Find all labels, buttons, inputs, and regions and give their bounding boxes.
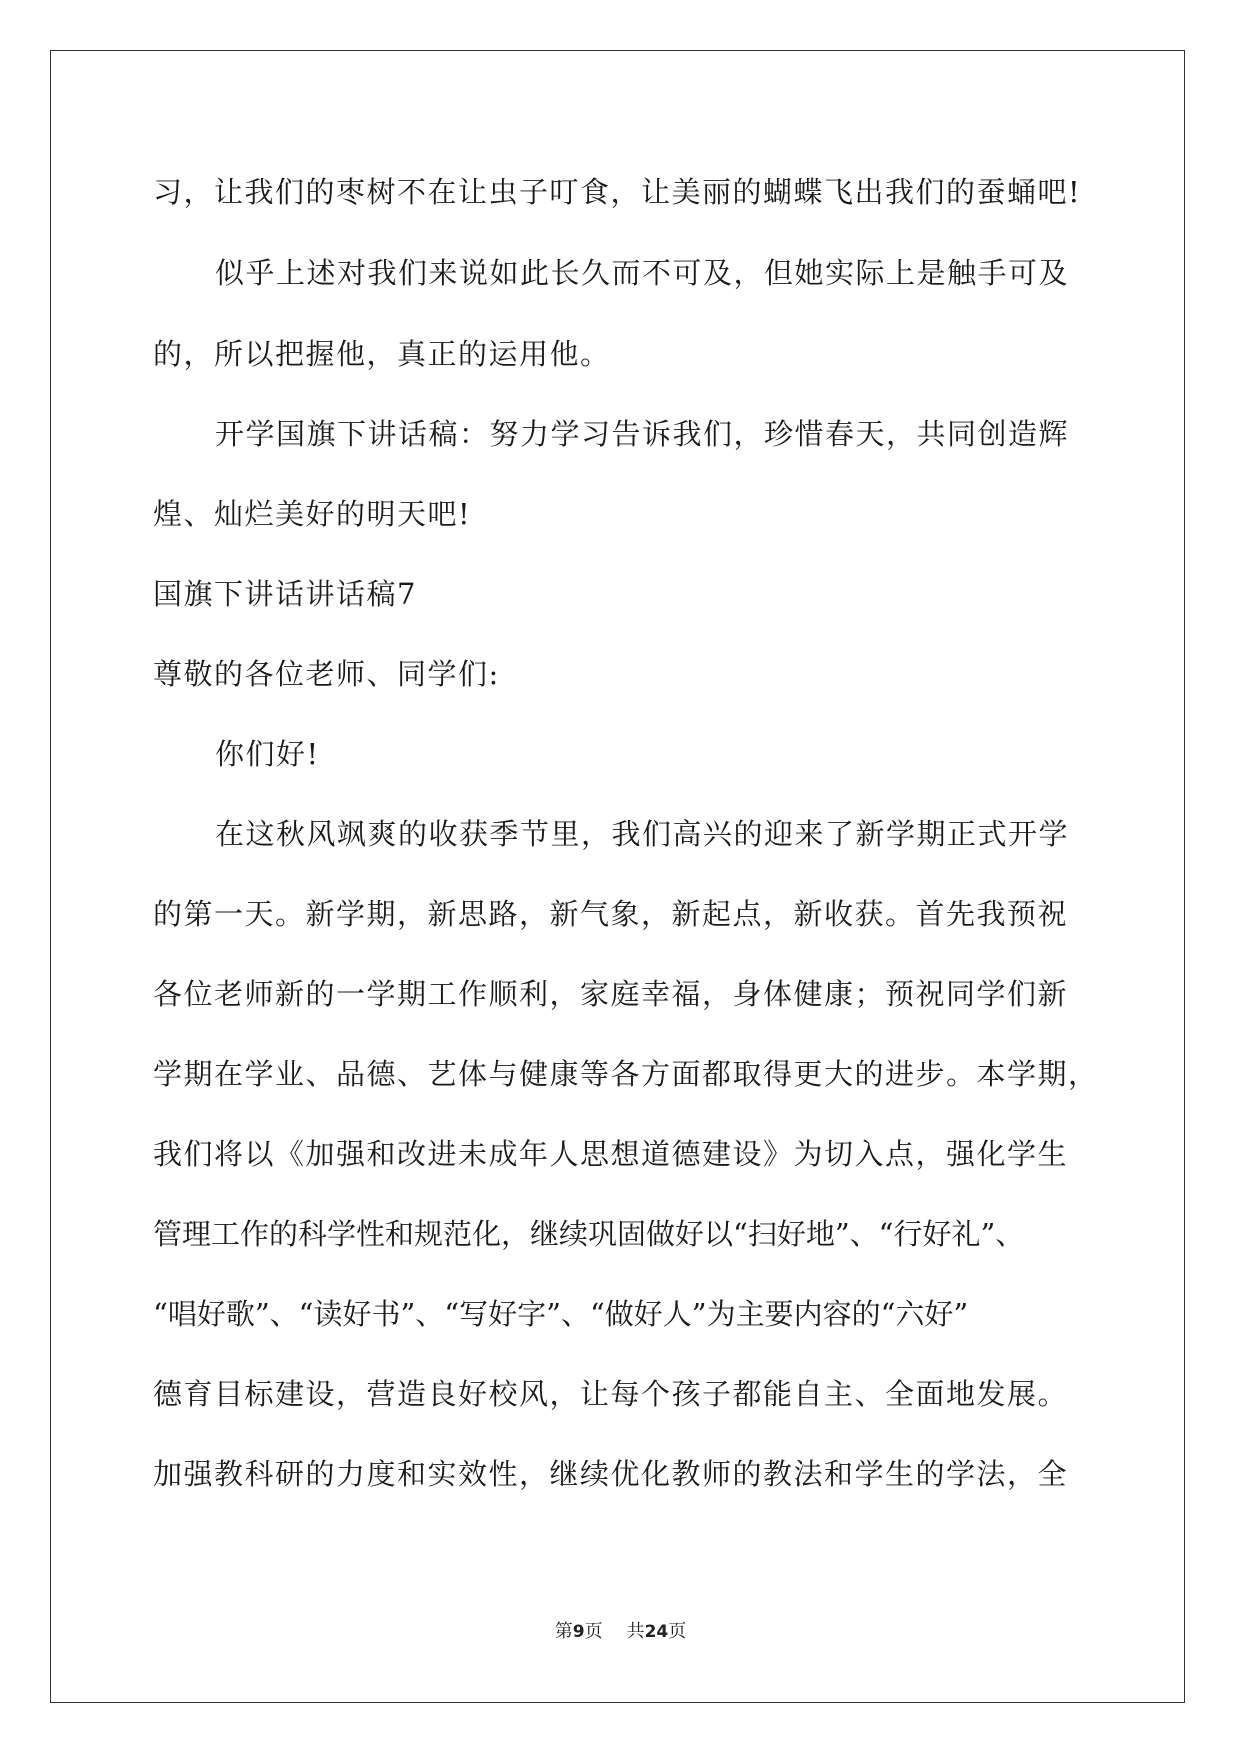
text-line: 学期在学业、品德、艺体与健康等各方面都取得更大的进步。本学期， bbox=[153, 1057, 1099, 1091]
page-suffix: 页 bbox=[584, 1621, 603, 1642]
text-line: 似乎上述对我们来说如此长久而不可及，但她实际上是触手可及 bbox=[215, 256, 1070, 290]
page-prefix: 第 bbox=[554, 1621, 573, 1642]
text-line: 管理工作的科学性和规范化，继续巩固做好以“扫好地”、“行好礼”、 bbox=[153, 1217, 1025, 1251]
text-line: 在这秋风飒爽的收获季节里，我们高兴的迎来了新学期正式开学 bbox=[215, 817, 1070, 851]
text-line: 我们将以《加强和改进未成年人思想道德建设》为切入点，强化学生 bbox=[153, 1137, 1069, 1171]
total-suffix: 页 bbox=[668, 1621, 687, 1642]
text-line: 各位老师新的一学期工作顺利，家庭幸福，身体健康；预祝同学们新 bbox=[153, 977, 1069, 1011]
text-line: 的第一天。新学期，新思路，新气象，新起点，新收获。首先我预祝 bbox=[153, 897, 1069, 931]
text-line: 德育目标建设，营造良好校风，让每个孩子都能自主、全面地发展。 bbox=[153, 1377, 1069, 1411]
text-line: 煌、灿烂美好的明天吧! bbox=[153, 497, 472, 531]
total-prefix: 共 bbox=[626, 1621, 645, 1642]
text-line: 习，让我们的枣树不在让虫子叮食，让美丽的蝴蝶飞出我们的蚕蛹吧! bbox=[153, 175, 1082, 209]
salutation: 尊敬的各位老师、同学们: bbox=[153, 657, 500, 691]
section-heading: 国旗下讲话讲话稿7 bbox=[153, 577, 417, 611]
total-pages: 24 bbox=[644, 1622, 669, 1642]
page-footer bbox=[0, 1620, 1241, 1644]
text-line: “唱好歌”、“读好书”、“写好字”、“做好人”为主要内容的“六好” bbox=[153, 1297, 969, 1331]
greeting: 你们好! bbox=[215, 737, 320, 771]
text-line: 开学国旗下讲话稿：努力学习告诉我们，珍惜春天，共同创造辉 bbox=[215, 417, 1070, 451]
page-number: 9 bbox=[572, 1622, 585, 1642]
text-line: 的，所以把握他，真正的运用他。 bbox=[153, 337, 611, 371]
text-line: 加强教科研的力度和实效性，继续优化教师的教法和学生的学法，全 bbox=[153, 1457, 1069, 1491]
